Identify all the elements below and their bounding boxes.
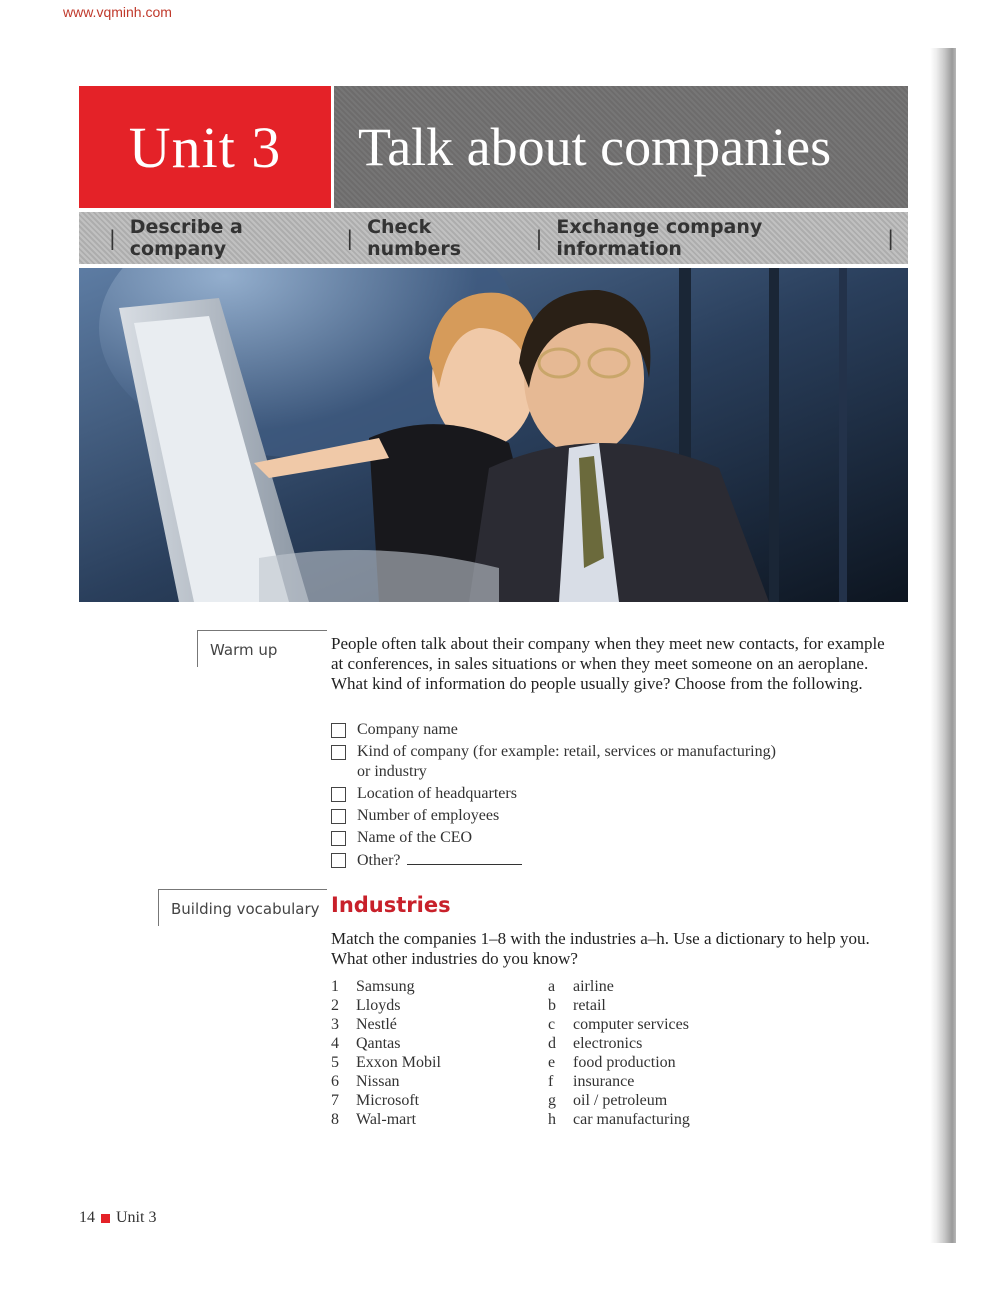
list-item — [331, 1015, 441, 1034]
checkbox[interactable] — [331, 723, 346, 738]
topic-separator: | — [109, 226, 116, 250]
warmup-intro: People often talk about their company when they meet new contacts, for example at conferences, in sales situations or when they meet someone on an aeroplane. What kind of information do people usually give? Choose from the following. — [331, 634, 885, 693]
checklist-item-label: Name of the CEO — [357, 829, 473, 846]
item-number: 5 — [331, 1054, 339, 1071]
item-letter: c — [548, 1016, 556, 1033]
list-item — [331, 1091, 441, 1110]
checklist-item[interactable] — [331, 742, 871, 782]
checklist-item[interactable] — [331, 784, 871, 804]
item-number: 8 — [331, 1111, 339, 1128]
industry-name: retail — [573, 997, 606, 1014]
warmup-checklist — [331, 720, 871, 873]
list-item — [548, 1072, 690, 1091]
item-letter: a — [548, 978, 556, 995]
page-title: Talk about companies — [358, 117, 832, 177]
answer-blank-line[interactable] — [407, 850, 522, 865]
list-item — [331, 1072, 441, 1091]
company-name: Nestlé — [356, 1016, 397, 1033]
item-number: 3 — [331, 1016, 339, 1033]
unit-number: Unit 3 — [128, 114, 282, 180]
industry-name: insurance — [573, 1073, 635, 1090]
page-number: 14 — [79, 1209, 95, 1226]
industry-name: car manufacturing — [573, 1111, 690, 1128]
industry-name: airline — [573, 978, 614, 995]
list-item — [331, 977, 441, 996]
item-number: 6 — [331, 1073, 339, 1090]
item-number: 4 — [331, 1035, 339, 1052]
company-name: Exxon Mobil — [356, 1054, 441, 1071]
list-item — [548, 1053, 690, 1072]
company-name: Lloyds — [356, 997, 401, 1014]
item-letter: b — [548, 997, 556, 1014]
list-item — [331, 996, 441, 1015]
photo-illustration — [79, 268, 908, 602]
unit-photo — [79, 268, 908, 602]
industry-name: electronics — [573, 1035, 643, 1052]
page-footer — [79, 1209, 156, 1227]
item-letter: d — [548, 1035, 556, 1052]
list-item — [548, 977, 690, 996]
item-letter: g — [548, 1092, 556, 1109]
company-name: Nissan — [356, 1073, 400, 1090]
company-name: Microsoft — [356, 1092, 420, 1109]
checklist-item-continuation: or industry — [357, 763, 427, 780]
checkbox[interactable] — [331, 831, 346, 846]
checklist-item-text: Other? — [357, 852, 401, 869]
list-item — [548, 1091, 690, 1110]
checklist-item-label — [357, 742, 776, 782]
red-square-icon — [101, 1214, 110, 1223]
checkbox[interactable] — [331, 853, 346, 868]
company-name: Wal-mart — [356, 1111, 417, 1128]
watermark-url: www.vqminh.com — [63, 4, 172, 20]
topic-describe-company: Describe a company — [129, 216, 243, 260]
topic-separator: | — [346, 226, 354, 250]
matching-instructions: Match the companies 1–8 with the industries a–h. Use a dictionary to help you. What other industries do you know? — [331, 929, 870, 968]
checklist-item-label — [357, 850, 522, 871]
topic-separator: | — [535, 226, 543, 250]
list-item — [548, 1015, 690, 1034]
checklist-item-label: Location of headquarters — [357, 785, 517, 802]
list-item — [548, 1110, 690, 1129]
topic-check-numbers: Check numbers — [367, 216, 462, 260]
company-name: Samsung — [356, 978, 415, 995]
company-name: Qantas — [356, 1035, 401, 1052]
topic-separator: | — [887, 226, 894, 250]
item-number: 2 — [331, 997, 339, 1014]
item-letter: e — [548, 1054, 556, 1071]
unit-banner — [79, 86, 331, 208]
list-item — [331, 1053, 441, 1072]
list-item — [548, 1034, 690, 1053]
item-number: 7 — [331, 1092, 339, 1109]
list-item — [331, 1034, 441, 1053]
checklist-item-label: Company name — [357, 721, 458, 738]
item-number: 1 — [331, 978, 339, 995]
checkbox[interactable] — [331, 745, 346, 760]
checklist-item-label: Number of employees — [357, 807, 500, 824]
checklist-item[interactable] — [331, 850, 871, 871]
page-edge-shadow — [930, 48, 956, 1243]
industry-name: computer services — [573, 1016, 689, 1033]
industries-list — [548, 977, 690, 1129]
checkbox[interactable] — [331, 787, 346, 802]
topic-exchange-info: Exchange company information — [556, 216, 763, 260]
vocab-section-label: Building vocabulary — [158, 889, 327, 926]
checkbox[interactable] — [331, 809, 346, 824]
list-item — [331, 1110, 441, 1129]
industry-name: food production — [573, 1054, 676, 1071]
checklist-item-text: Kind of company (for example: retail, services or manufacturing) — [357, 743, 776, 760]
title-banner — [334, 86, 908, 208]
footer-unit: Unit 3 — [116, 1209, 157, 1226]
industry-name: oil / petroleum — [573, 1092, 668, 1109]
companies-list — [331, 977, 441, 1129]
checklist-item[interactable] — [331, 720, 871, 740]
section-heading-industries: Industries — [331, 893, 451, 917]
warmup-section-label: Warm up — [197, 630, 327, 667]
list-item — [548, 996, 690, 1015]
item-letter: h — [548, 1111, 556, 1128]
item-letter: f — [548, 1073, 554, 1090]
checklist-item[interactable] — [331, 806, 871, 826]
checklist-item[interactable] — [331, 828, 871, 848]
unit-topics-bar — [79, 212, 908, 264]
